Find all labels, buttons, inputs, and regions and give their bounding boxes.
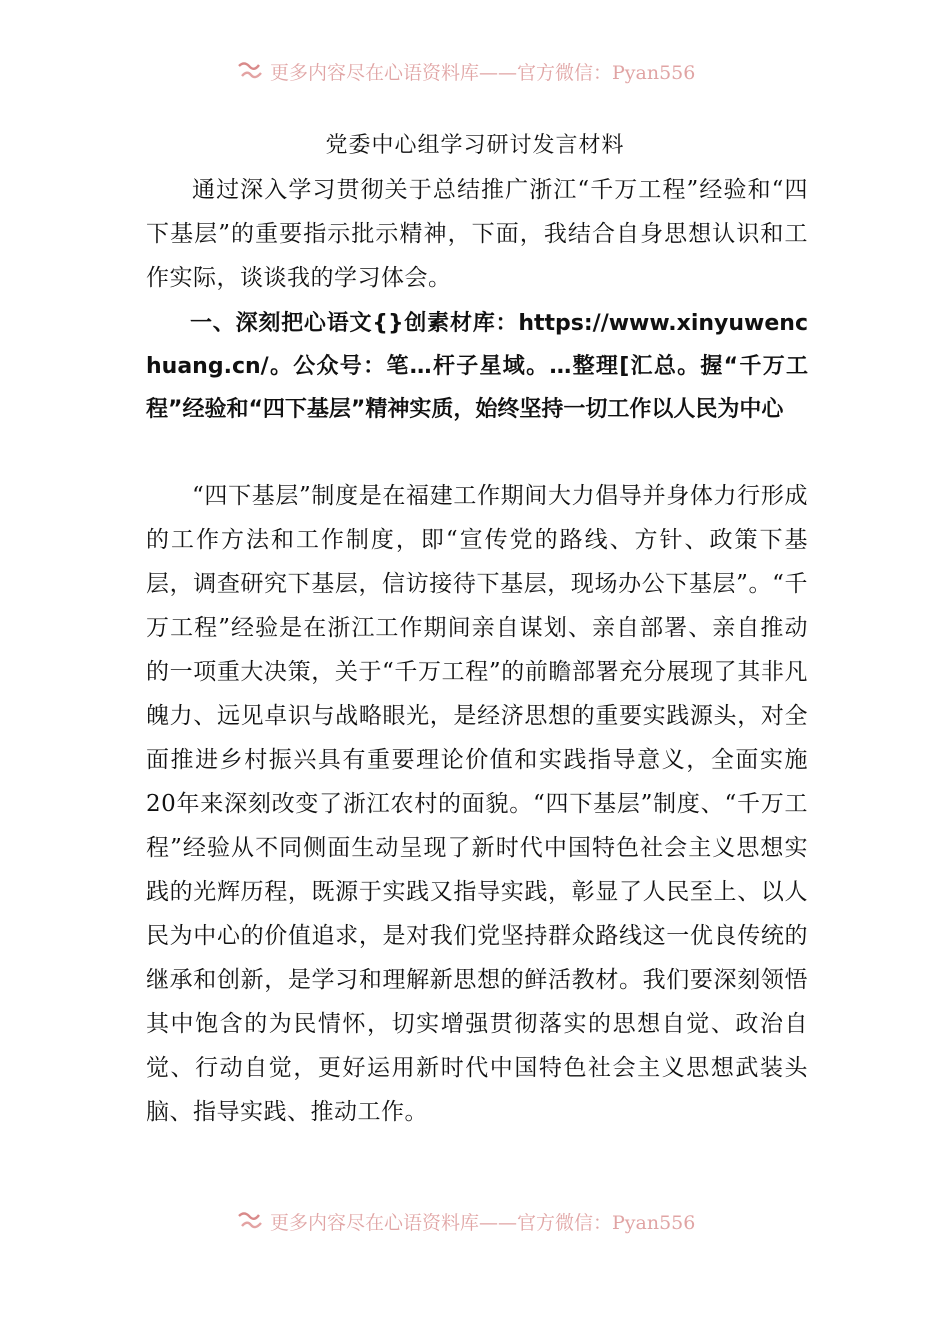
header-watermark [236,58,736,84]
footer-watermark [236,1208,736,1234]
wm-logo-icon [236,1210,264,1232]
section-heading-1: 一、深刻把心语文{}创素材库：https://www.xinyuwenchuang.cn/。公众号：笔…杆子星域。…整理[汇总。握“千万工程”经验和“四下基层”精神实质，始终坚持一切工作以人民为中心 [146,311,808,422]
document-title: 党委中心组学习研讨发言材料 [325,133,625,158]
watermark-text: 更多内容尽在心语资料库——官方微信：Pyan556 [270,1211,696,1234]
wm-logo-icon [236,60,264,82]
watermark-text: 更多内容尽在心语资料库——官方微信：Pyan556 [270,61,696,84]
intro-paragraph: 通过深入学习贯彻关于总结推广浙江“千万工程”经验和“四下基层”的重要指示批示精神，下面，我结合自身思想认识和工作实际，谈谈我的学习体会。 [146,177,808,291]
body-paragraph-1: “四下基层”制度是在福建工作期间大力倡导并身体力行形成的工作方法和工作制度，即“宣传党的路线、方针、政策下基层，调查研究下基层，信访接待下基层，现场办公下基层”。“千万工程”经验是在浙江工作期间亲自谋划、亲自部署、亲自推动的一项重大决策，关于“千万工程”的前瞻部署充分展现了其非凡魄力、远见卓识与战略眼光，是经济思想的重要实践源头，对全面推进乡村振兴具有重要理论价值和实践指导意义，全面实施20年来深刻改变了浙江农村的面貌。“四下基层”制度、“千万工程”经验从不同侧面生动呈现了新时代中国特色社会主义思想实践的光辉历程，既源于实践又指导实践，彰显了人民至上、以人民为中心的价值追求，是对我们党坚持群众路线这一优良传统的继承和创新，是学习和理解新思想的鲜活教材。我们要深刻领悟其中饱含的为民情怀，切实增强贯彻落实的思想自觉、政治自觉、行动自觉，更好运用新时代中国特色社会主义思想武装头脑、指导实践、推动工作。 [146,483,808,1125]
